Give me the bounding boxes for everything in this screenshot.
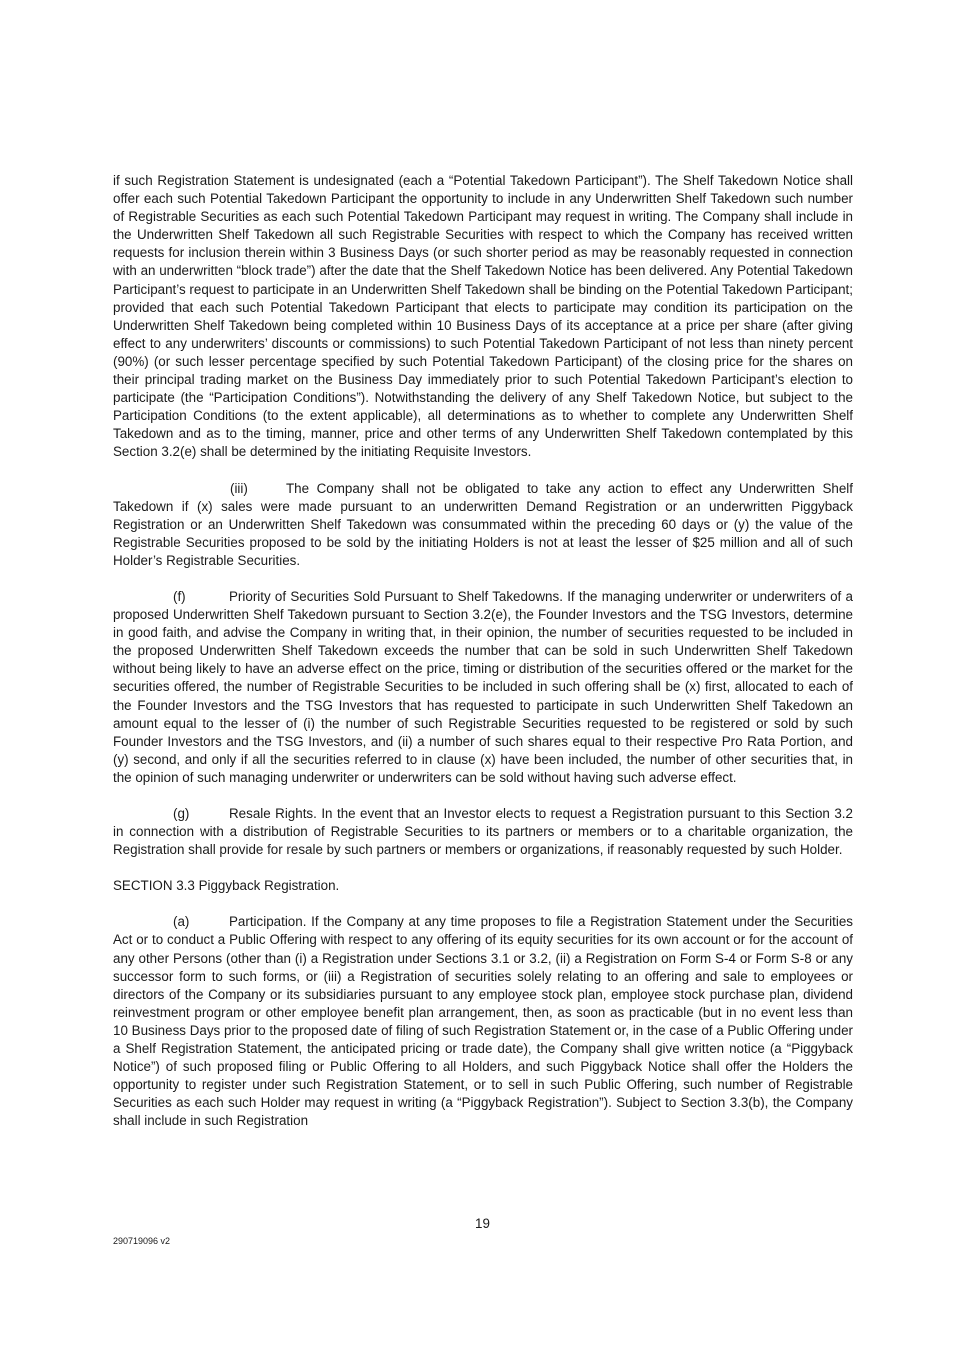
clause-label: (g) [173, 806, 190, 821]
paragraph-iii [113, 480, 853, 570]
paragraph-text: In the event that an Investor elects to request a Registration pursuant to this Section 3.2 in connection with a distribution of Registrable Securities to its partners or members or to a charitable organization, the Registration shall provide for resale by such partners or members or organizations, if reasonably requested by such Holder. [113, 806, 853, 858]
clause-label: (f) [173, 588, 186, 604]
paragraph-f [113, 588, 853, 787]
paragraph-continuation [113, 172, 853, 462]
body-text [113, 172, 853, 1149]
paragraph-text: if such Registration Statement is undesignated (each a “Potential Takedown Participant”). The Shelf Takedown Notice shall offer each such Potential Takedown Participant the opportunity to include in any Underwritten Shelf Takedown such number of Registrable Securities as each such Potential Takedown Participant may request in writing. The Company shall include in the Underwritten Shelf Takedown all such Registrable Securities with respect to which the Company has received written requests for inclusion therein within 3 Business Days (or such shorter period as may be reasonably requested in connection with an underwritten “block trade”) after the date that the Shelf Takedown Notice has been delivered. Any Potential Takedown Participant’s request to participate in an Underwritten Shelf Takedown shall be binding on the Potential Takedown Participant; provided that each such Potential Takedown Participant that elects to participate may condition its participation on the Underwritten Shelf Takedown being completed within 10 Business Days of its acceptance at a price per share (after giving effect to any underwriters’ discounts or commissions) to such Potential Takedown Participant of not less than ninety percent (90%) (or such lesser percentage specified by such Potential Takedown Participant) of the closing price for the shares on their principal trading market on the Business Day immediately prior to such Potential Takedown Participant’s election to participate (the “Participation Conditions”). Notwithstanding the delivery of any Shelf Takedown Notice, but subject to the Participation Conditions (to the extent applicable), all determinations as to whether to complete any Underwritten Shelf Takedown and as to the timing, manner, price and other terms of any Underwritten Shelf Takedown contemplated by this Section 3.2(e) shall be determined by the initiating Requisite Investors. [113, 173, 853, 460]
clause-label: (a) [173, 914, 190, 930]
clause-label: (iii) [230, 480, 248, 496]
paragraph-a [113, 913, 853, 1130]
clause-title: Resale Rights. [229, 806, 317, 821]
page-number: 19 [475, 1216, 490, 1231]
paragraph-text: If the managing underwriter or underwriters of a proposed Underwritten Shelf Takedown pursuant to Section 3.2(e), the Founder Investors and the TSG Investors, determine in good faith, and advise the Company in writing that, in their opinion, the number of securities requested to be included in the proposed Underwritten Shelf Takedown exceeds the number that can be sold in such Underwritten Shelf Takedown without being likely to have an adverse effect on the price, timing or distribution of the securities offered or the market for the securities offered, the number of Registrable Securities to be included in such offering shall be (x) first, allocated to each of the Founder Investors and the TSG Investors that has requested to participate in such Underwritten Shelf Takedown an amount equal to the lesser of (i) the number of such Registrable Securities requested to be registered or sold by such Founder Investors and the TSG Investors, and (ii) a number of such shares equal to their respective Pro Rata Portion, and (y) second, and only if all the securities referred to in clause (x) have been included, the number of other securities that, in the opinion of such managing underwriter or underwriters can be sold without having such adverse effect. [113, 588, 853, 785]
document-id: 290719096 v2 [113, 1236, 171, 1246]
paragraph-text: If the Company at any time proposes to file a Registration Statement under the Securities Act or to conduct a Public Offering with respect to any offering of its equity securities for its own account or for the account of any other Persons (other than (i) a Registration under Sections 3.1 or 3.2, (ii) a Registration on Form S-4 or Form S-8 or any successor form to such forms, or (iii) a Registration of securities solely relating to an offering and sale to employees or directors of the Company or its subsidiaries pursuant to any employee stock plan, employee stock purchase plan, dividend reinvestment program or other employee benefit plan arrangement, then, as soon as practicable (but in no event less than 10 Business Days prior to the proposed date of filing of such Registration Statement or, in the case of a Public Offering under a Shelf Registration Statement, the anticipated pricing or trade date), the Company shall give written notice (a “Piggyback Notice”) of such proposed filing or Public Offering to all Holders, and such Piggyback Notice shall offer the Holders the opportunity to register under such Registration Statement, or to sell in such Public Offering, such number of Registrable Securities as each such Holder may request in writing (a “Piggyback Registration”). Subject to Section 3.3(b), the Company shall include in such Registration [113, 914, 853, 1129]
paragraph-g [113, 805, 853, 859]
clause-title: Participation. [229, 914, 307, 930]
clause-title: Priority of Securities Sold Pursuant to Shelf Takedowns. [229, 588, 563, 604]
paragraph-text: The Company shall not be obligated to take any action to effect any Underwritten Shelf Takedown if (x) sales were made pursuant to an underwritten Demand Registration or an underwritten Piggyback Registration or an Underwritten Shelf Takedown was consummated within the preceding 60 days or (y) the value of the Registrable Securities proposed to be sold by the initiating Holders is not at least the lesser of $25 million and all of such Holder’s Registrable Securities. [113, 480, 853, 568]
section-heading: SECTION 3.3 Piggyback Registration. [113, 878, 340, 894]
